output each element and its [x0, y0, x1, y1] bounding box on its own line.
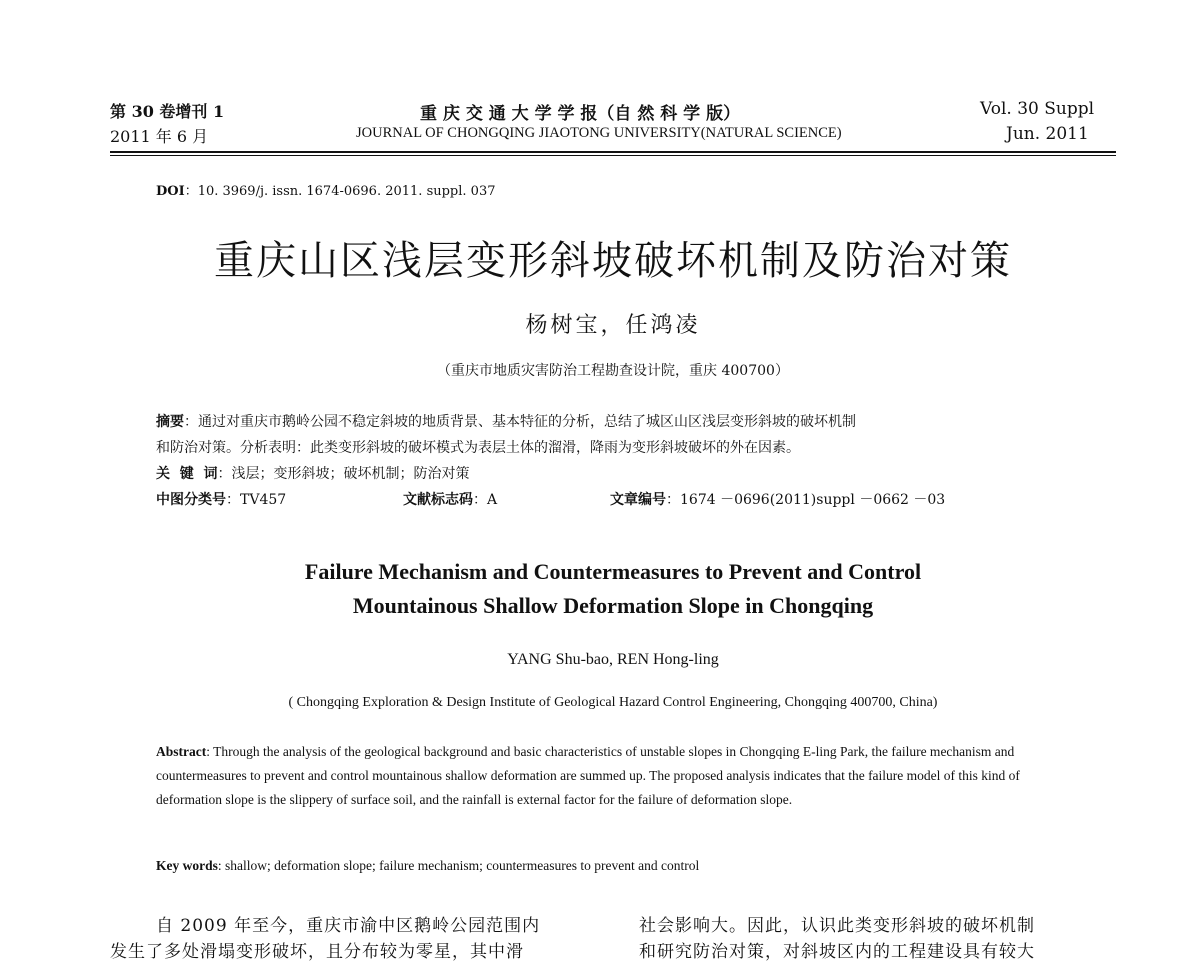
clc-label: 中图分类号 [156, 492, 226, 508]
page-title-en-line2: Mountainous Shallow Deformation Slope in Chongqing [352, 593, 874, 618]
affiliation-en: ( Chongqing Exploration & Design Institute of Geological Hazard Control Engineering, Chongqing 400700, China) [288, 695, 938, 710]
abstract-zh-label: 摘要 [156, 414, 184, 430]
abstract-zh-line1 [156, 410, 856, 435]
doi-line [156, 180, 496, 199]
abstract-en-label: Abstract [156, 744, 207, 759]
affiliation-zh: （重庆市地质灾害防治工程勘查设计院，重庆 400700） [437, 363, 789, 379]
volume-en: Vol. 30 Suppl [980, 99, 1095, 119]
document-code [403, 488, 497, 513]
doi-value: ：10. 3969/j. issn. 1674-0696. 2011. suppl. 037 [184, 184, 496, 199]
keywords-zh-label: 关 键 词 [156, 466, 218, 482]
abstract-en [156, 740, 1081, 812]
abstract-en-text: : Through the analysis of the geological background and basic characteristics of unstable slopes in Chongqing E-ling Park, the failure mechanism and countermeasures to prevent and control mountainous shallow deformation are summed up. The proposed analysis indicates that the failure model of this kind of deformation slope is the slippery of surface soil, and the rainfall is external factor for the failure of deformation slope. [156, 744, 1020, 807]
header-rule [110, 151, 1116, 153]
body-col2-line1: 社会影响大。因此，认识此类变形斜坡的破坏机制 [639, 916, 1035, 936]
abstract-zh-line2: 和防治对策。分析表明：此类变形斜坡的破坏模式为表层土体的溜滑，降雨为变形斜坡破坏的外在因素。 [156, 440, 800, 456]
journal-title-zh: 重 庆 交 通 大 学 学 报（自 然 科 学 版） [420, 104, 741, 124]
article-number-label: 文章编号 [610, 492, 666, 508]
keywords-zh-value: ：浅层；变形斜坡；破坏机制；防治对策 [217, 466, 470, 482]
abstract-zh-text1: ：通过对重庆市鹅岭公园不稳定斜坡的地质背景、基本特征的分析，总结了城区山区浅层变形斜坡的破坏机制 [184, 414, 856, 430]
doc-code-value: ：A [473, 492, 498, 508]
keywords-en-value: : shallow; deformation slope; failure mechanism; countermeasures to prevent and control [217, 858, 700, 873]
journal-title-en: JOURNAL OF CHONGQING JIAOTONG UNIVERSITY(NATURAL SCIENCE) [356, 125, 842, 141]
clc-value: ：TV457 [226, 492, 287, 508]
keywords-zh [156, 462, 470, 487]
doc-code-label: 文献标志码 [403, 492, 473, 508]
authors-zh: 杨树宝，任鸿凌 [525, 313, 701, 338]
body-col1-line2: 发生了多处滑塌变形破坏，且分布较为零星，其中滑 [110, 942, 524, 962]
body-col2-line2: 和研究防治对策，对斜坡区内的工程建设具有较大 [639, 942, 1035, 962]
page-title-en-line1: Failure Mechanism and Countermeasures to Prevent and Control [304, 559, 922, 584]
clc-number [156, 488, 286, 513]
keywords-en-label: Key words [156, 858, 218, 873]
article-number [610, 488, 945, 513]
body-col1-line1: 自 2009 年至今，重庆市渝中区鹅岭公园范围内 [156, 916, 541, 936]
keywords-en [156, 854, 1081, 878]
date-en: Jun. 2011 [1006, 124, 1089, 144]
date-zh: 2011 年 6 月 [110, 127, 209, 146]
article-number-value: ：1674 －0696(2011)suppl －0662 －03 [666, 492, 946, 508]
volume-zh: 第 30 卷增刊 1 [110, 102, 225, 121]
authors-en: YANG Shu-bao, REN Hong-ling [507, 651, 719, 668]
header-rule-thin [110, 155, 1116, 156]
doi-label: DOI [156, 184, 185, 199]
page-title-zh: 重庆山区浅层变形斜坡破坏机制及防治对策 [214, 238, 1012, 284]
